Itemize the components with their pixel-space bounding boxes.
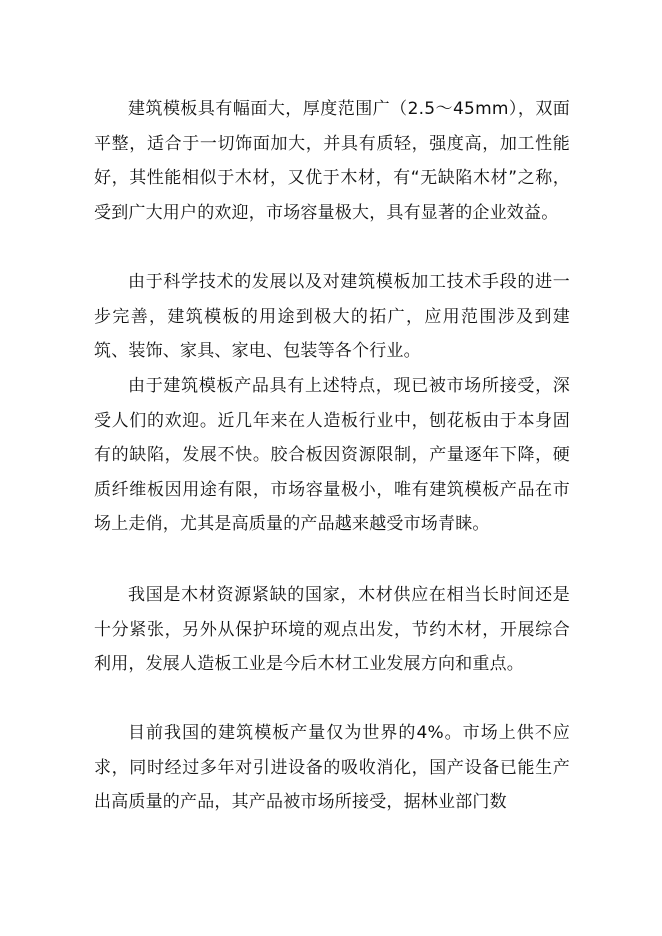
paragraph-market-acceptance: 由于建筑模板产品具有上述特点，现已被市场所接受，深受人们的欢迎。近几年来在人造板行业中，刨花板由于本身固有的缺陷，发展不快。胶合板因资源限制，产量逐年下降，硬质纤维板因用途有限，市场容量极小，唯有建筑模板产品在市场上走俏，尤其是高质量的产品越来越受市场青睐。: [94, 376, 570, 534]
paragraph-applications: 由于科学技术的发展以及对建筑模板加工技术手段的进一步完善，建筑模板的用途到极大的拓广，应用范围涉及到建筑、装饰、家具、家电、包装等各个行业。: [94, 272, 570, 361]
paragraph-production-status: 目前我国的建筑模板产量仅为世界的4%。市场上供不应求，同时经过多年对引进设备的吸收消化，国产设备已能生产出高质量的产品，其产品被市场所接受，据林业部门数: [94, 723, 570, 812]
paragraph-timber-resources: 我国是木材资源紧缺的国家，木材供应在相当长时间还是十分紧张，另外从保护环境的观点出发，节约木材，开展综合利用，发展人造板工业是今后木材工业发展方向和重点。: [94, 585, 570, 674]
paragraph-advantages: 建筑模板具有幅面大，厚度范围广（2.5～45mm），双面平整，适合于一切饰面加大，并具有质轻，强度高，加工性能好，其性能相似于木材，又优于木材，有“无缺陷木材”之称，受到广大用户的欢迎，市场容量极大，具有显著的企业效益。: [94, 99, 570, 223]
